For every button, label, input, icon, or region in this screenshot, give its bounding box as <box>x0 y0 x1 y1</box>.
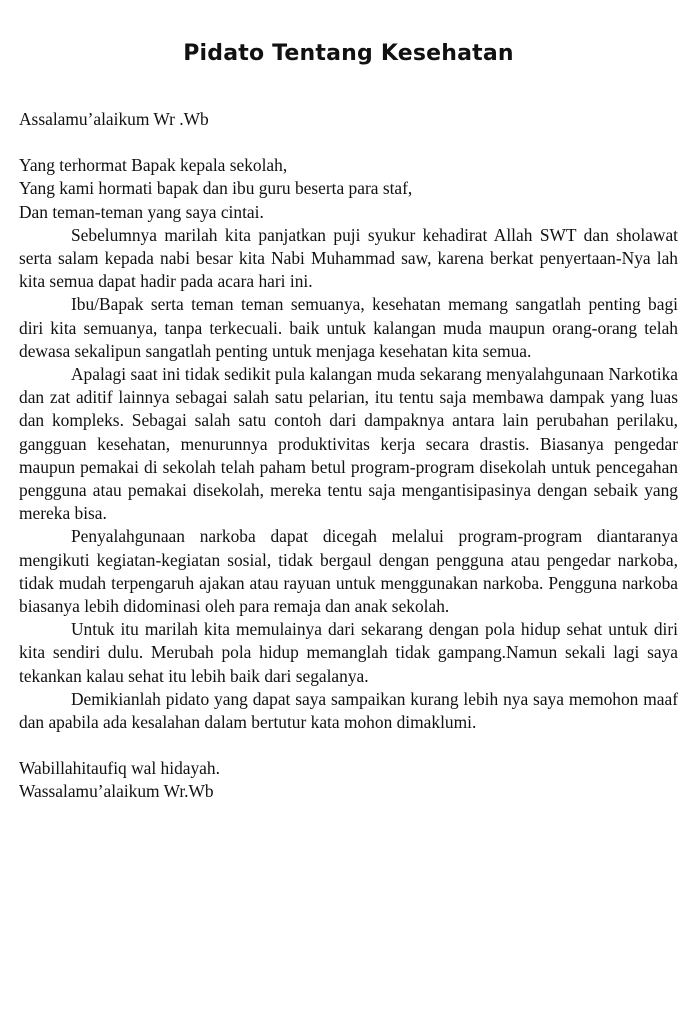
greeting-line: Dan teman-teman yang saya cintai. <box>19 201 264 222</box>
document-title: Pidato Tentang Kesehatan <box>183 41 514 66</box>
closing-salam: Wassalamu’alaikum Wr.Wb <box>19 781 214 802</box>
paragraph: Untuk itu marilah kita memulainya dari sekarang dengan pola hidup sehat untuk diri kita sendiri dulu. Merubah pola hidup memanglah tidak gampang.Namun sekali lagi saya tekankan kalau sehat itu lebih baik dari segalanya. <box>19 619 678 686</box>
greeting-line: Yang kami hormati bapak dan ibu guru beserta para staf, <box>19 178 413 199</box>
paragraph: Ibu/Bapak serta teman teman semuanya, kesehatan memang sangatlah penting bagi diri kita semuanya, tanpa terkecuali. baik untuk kalangan muda maupun orang-orang telah dewasa sekalipun sangatlah penting untuk menjaga kesehatan kita semua. <box>19 294 678 361</box>
spacer <box>19 131 678 154</box>
paragraph: Sebelumnya marilah kita panjatkan puji syukur kehadirat Allah SWT dan sholawat serta salam kepada nabi besar kita Nabi Muhammad saw, karena berkat penyertaan-Nya lah kita semua dapat hadir pada acara hari ini. <box>19 224 678 292</box>
paragraph: Penyalahgunaan narkoba dapat dicegah melalui program-program diantaranya mengikuti kegiatan-kegiatan sosial, tidak bergaul dengan pengguna atau pengedar narkoba, tidak mudah terpengaruh ajakan atau rayuan untuk menggunakan narkoba. Pengguna narkoba biasanya lebih didominasi oleh para remaja dan anak sekolah. <box>19 526 678 617</box>
speech-body <box>19 108 678 804</box>
paragraph: Demikianlah pidato yang dapat saya sampaikan kurang lebih nya saya memohon maaf dan apabila ada kesalahan dalam bertutur kata mohon dimaklumi. <box>19 688 678 733</box>
paragraph: Apalagi saat ini tidak sedikit pula kalangan muda sekarang menyalahgunaan Narkotika dan zat aditif lainnya sebagai salah satu pelarian, itu tentu saja membawa dampak yang luas dan kompleks. Sebagai salah satu contoh dari dampaknya antara lain perubahan perilaku, gangguan kesehatan, menurunnya produktivitas kerja secara drastis. Biasanya pengedar maupun pemakai di sekolah telah paham betul program-program disekolah untuk pencegahan pengguna atau pemakai disekolah, mereka tentu saja mengantisipasinya dengan sebaik yang mereka bisa. <box>19 364 678 524</box>
greeting-line: Yang terhormat Bapak kepala sekolah, <box>19 155 288 176</box>
spacer <box>19 734 678 757</box>
closing-line: Wabillahitaufiq wal hidayah. <box>19 758 220 779</box>
opening-salam: Assalamu’alaikum Wr .Wb <box>19 109 209 129</box>
